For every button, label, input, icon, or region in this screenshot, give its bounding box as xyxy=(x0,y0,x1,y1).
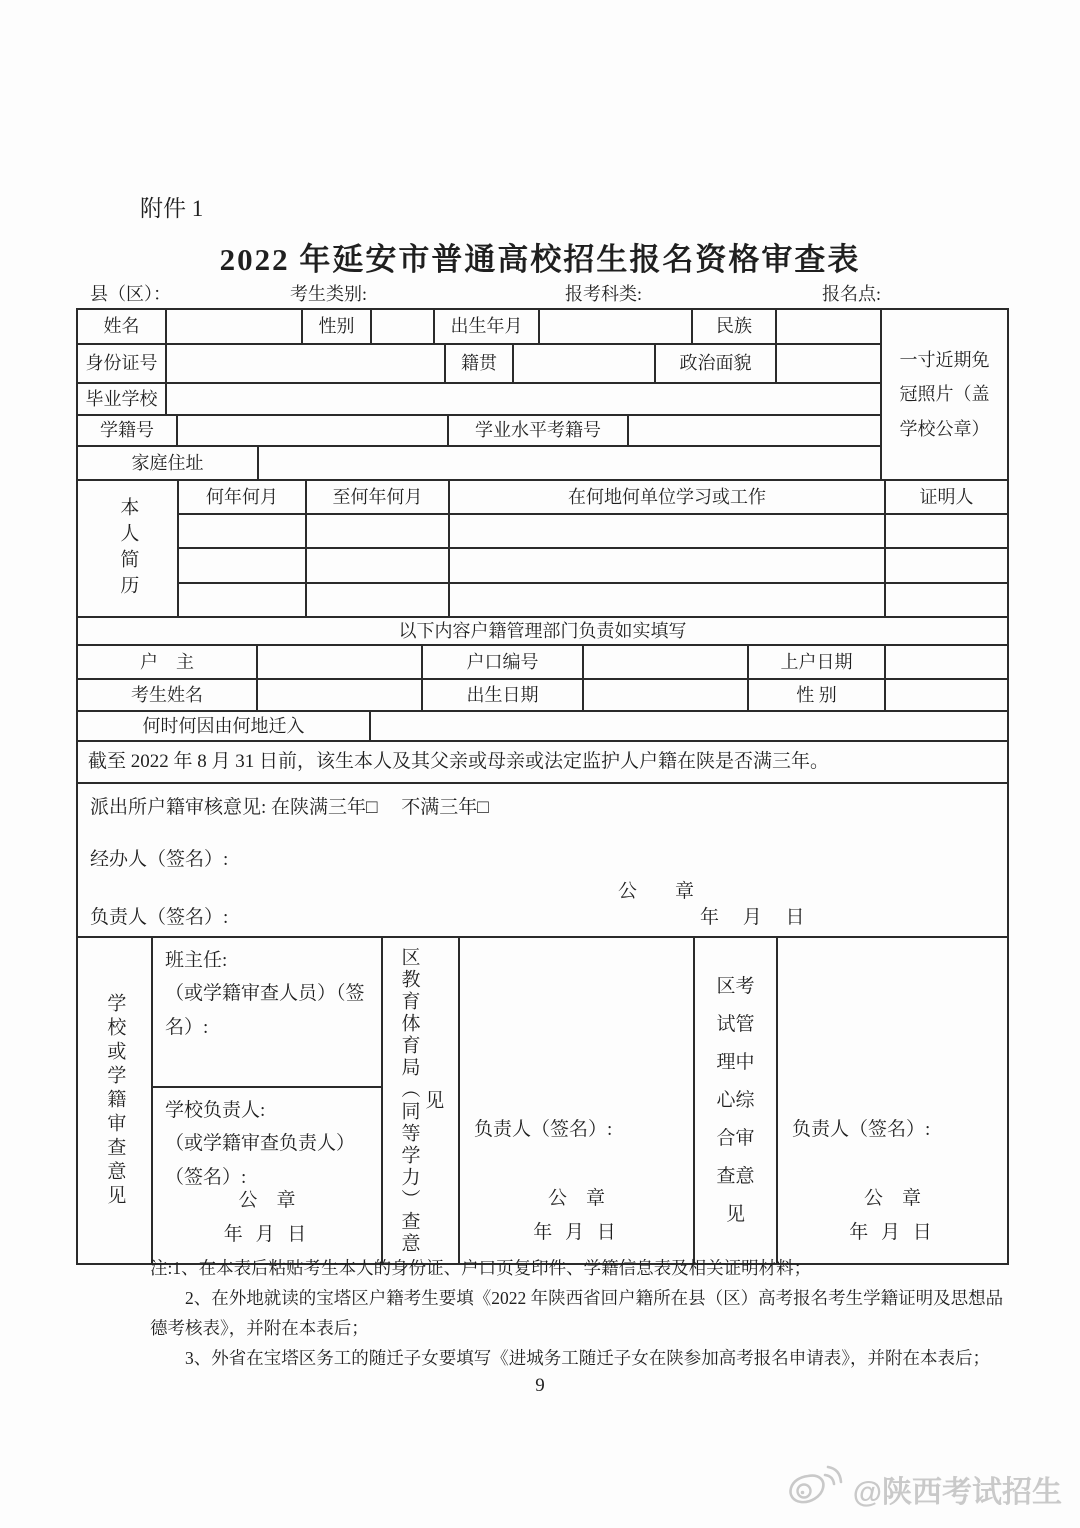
principal-label-line3: （签名）: xyxy=(165,1166,247,1188)
householder-label: 户 主 xyxy=(78,646,258,678)
political-status-field xyxy=(777,345,880,381)
register-date-field xyxy=(886,646,1007,678)
residency-note-row xyxy=(78,742,1007,784)
student-registry-field xyxy=(178,416,449,445)
migration-row xyxy=(78,712,1007,742)
resume-header-row xyxy=(179,481,1007,515)
political-status-label: 政治面貌 xyxy=(656,345,777,381)
subject-category-label: 报考科类: xyxy=(565,284,643,304)
migration-label: 何时何因由何地迁入 xyxy=(78,712,371,740)
review-section xyxy=(78,938,1007,1263)
academic-level-field xyxy=(629,416,880,445)
weibo-icon xyxy=(785,1462,847,1516)
name-field xyxy=(167,310,303,343)
id-number-field xyxy=(167,345,446,381)
home-address-label: 家庭住址 xyxy=(78,447,259,479)
candidate-type-label: 考生类别: xyxy=(290,284,368,304)
school-date-label: 年 月 日 xyxy=(223,1224,311,1246)
bureau-review-label: 区教育体育局（同等学力）查意见 xyxy=(383,938,460,1263)
row-name xyxy=(78,310,880,345)
center-manager-label: 负责人（签名）: xyxy=(792,1119,931,1140)
resume-from-field xyxy=(179,584,307,616)
id-number-label: 身份证号 xyxy=(78,345,167,381)
candidate-name-label: 考生姓名 xyxy=(78,680,258,710)
qualification-review-table xyxy=(76,308,1009,1265)
householder-row xyxy=(78,646,1007,680)
birth-date-label: 出生日期 xyxy=(423,680,584,710)
police-opinion-cell xyxy=(78,784,1007,936)
footnotes xyxy=(150,1253,1010,1373)
bureau-sign-cell xyxy=(460,938,695,1263)
watermark-text: @陕西考试招生 xyxy=(852,1476,1062,1509)
migration-field xyxy=(371,712,1007,740)
resume-witness-field xyxy=(886,515,1007,547)
center-seal-label: 公 章 xyxy=(863,1188,921,1210)
police-opinion-section xyxy=(78,784,1007,938)
row-graduate-school xyxy=(78,384,880,416)
principal-label-line2: （或学籍审查负责人） xyxy=(165,1133,356,1155)
resume-row xyxy=(179,549,1007,583)
footnote-2: 2、在外地就读的宝塔区户籍考生要填《2022 年陕西省回户籍所在县（区）高考报名考生学籍证明及思想品德考核表》，并附在本表后； xyxy=(150,1288,1004,1339)
resume-from-field xyxy=(179,549,307,581)
resume-label: 本人简历 xyxy=(78,481,179,616)
resume-section xyxy=(78,481,1007,618)
household-header-section xyxy=(78,618,1007,646)
resume-col-to: 至何年何月 xyxy=(307,481,450,513)
hukou-no-field xyxy=(584,646,749,678)
center-sign-cell xyxy=(778,938,1007,1263)
resume-witness-field xyxy=(886,584,1007,616)
resume-to-field xyxy=(307,549,450,581)
basic-info-section xyxy=(78,310,1007,481)
hh-gender-field xyxy=(886,680,1007,710)
page-title: 2022 年延安市普通高校招生报名资格审查表 xyxy=(219,242,861,277)
resume-row xyxy=(179,515,1007,549)
photo-box: 一寸近期免冠照片（盖学校公章） xyxy=(880,310,1007,479)
hh-gender-label: 性 别 xyxy=(749,680,886,710)
hukou-no-label: 户口编号 xyxy=(423,646,584,678)
county-label: 县（区）： xyxy=(90,284,171,304)
watermark xyxy=(785,1462,1062,1516)
bureau-seal-label: 公 章 xyxy=(547,1188,605,1210)
resume-witness-field xyxy=(886,549,1007,581)
principal-sign-cell xyxy=(153,1088,381,1263)
resume-from-field xyxy=(179,515,307,547)
household-section-header: 以下内容户籍管理部门负责如实填写 xyxy=(398,620,687,641)
birth-date-field xyxy=(584,680,749,710)
gender-field xyxy=(372,310,435,343)
police-opinion-line: 派出所户籍审核意见: 在陕满三年□ 不满三年□ xyxy=(90,797,489,818)
bureau-date-label: 年 月 日 xyxy=(533,1222,620,1244)
ethnicity-label: 民族 xyxy=(693,310,777,343)
resume-place-field xyxy=(450,515,886,547)
meta-row xyxy=(0,280,1080,306)
teacher-sign-cell xyxy=(153,938,381,1088)
candidate-name-row xyxy=(78,680,1007,712)
resume-col-witness: 证明人 xyxy=(919,486,974,507)
handler-sign-label: 经办人（签名）: xyxy=(90,849,229,870)
resume-to-field xyxy=(307,515,450,547)
register-date-label: 上户日期 xyxy=(749,646,886,678)
birth-month-label: 出生年月 xyxy=(435,310,540,343)
graduate-school-field xyxy=(167,384,880,414)
registration-point-label: 报名点: xyxy=(822,284,882,304)
row-home-address xyxy=(78,447,880,479)
residency-note: 截至 2022 年 8 月 31 日前，该生本人及其父亲或母亲或法定监护人户籍在陕是否满三年。 xyxy=(88,751,830,773)
teacher-label-line2: （或学籍审查人员）（签名）: xyxy=(165,983,365,1038)
name-label: 姓名 xyxy=(78,310,167,343)
graduate-school-label: 毕业学校 xyxy=(78,384,167,414)
gender-label: 性别 xyxy=(303,310,372,343)
resume-place-field xyxy=(450,584,886,616)
home-address-field xyxy=(259,447,880,479)
school-seal-label: 公 章 xyxy=(238,1190,296,1212)
official-seal-label: 公 章 xyxy=(618,881,695,902)
resume-row xyxy=(179,584,1007,616)
school-review-label: 学校或学籍审查意见 xyxy=(78,938,153,1263)
page-number: 9 xyxy=(535,1375,545,1396)
householder-field xyxy=(258,646,423,678)
row-student-registry xyxy=(78,416,880,447)
seal-date-label: 年 月 日 xyxy=(700,907,805,928)
native-place-label: 籍贯 xyxy=(446,345,514,381)
footnote-3: 3、外省在宝塔区务工的随迁子女要填写《进城务工随迁子女在陕参加高考报名申请表》，并附在本表后； xyxy=(185,1348,990,1369)
resume-col-place: 在何地何单位学习或工作 xyxy=(450,481,886,513)
bureau-manager-label: 负责人（签名）: xyxy=(474,1119,613,1140)
ethnicity-field xyxy=(777,310,880,343)
resume-to-field xyxy=(307,584,450,616)
attachment-label: 附件 1 xyxy=(140,196,204,221)
birth-month-field xyxy=(540,310,693,343)
center-review-label: 区考试管理中心综合审查意见 xyxy=(695,938,778,1263)
native-place-field xyxy=(514,345,656,381)
teacher-label-line1: 班主任: xyxy=(165,950,228,971)
academic-level-label: 学业水平考籍号 xyxy=(449,416,629,445)
resume-col-from: 何年何月 xyxy=(179,481,307,513)
student-registry-label: 学籍号 xyxy=(78,416,178,445)
manager-sign-label: 负责人（签名）: xyxy=(90,907,229,928)
center-date-label: 年 月 日 xyxy=(849,1222,936,1244)
candidate-name-field xyxy=(258,680,423,710)
principal-label-line1: 学校负责人: xyxy=(165,1100,266,1121)
resume-place-field xyxy=(450,549,886,581)
row-id-number xyxy=(78,345,880,383)
footnote-1: 注:1、在本表后粘贴考生本人的身份证、户口页复印件、学籍信息表及相关证明材料； xyxy=(150,1258,812,1278)
